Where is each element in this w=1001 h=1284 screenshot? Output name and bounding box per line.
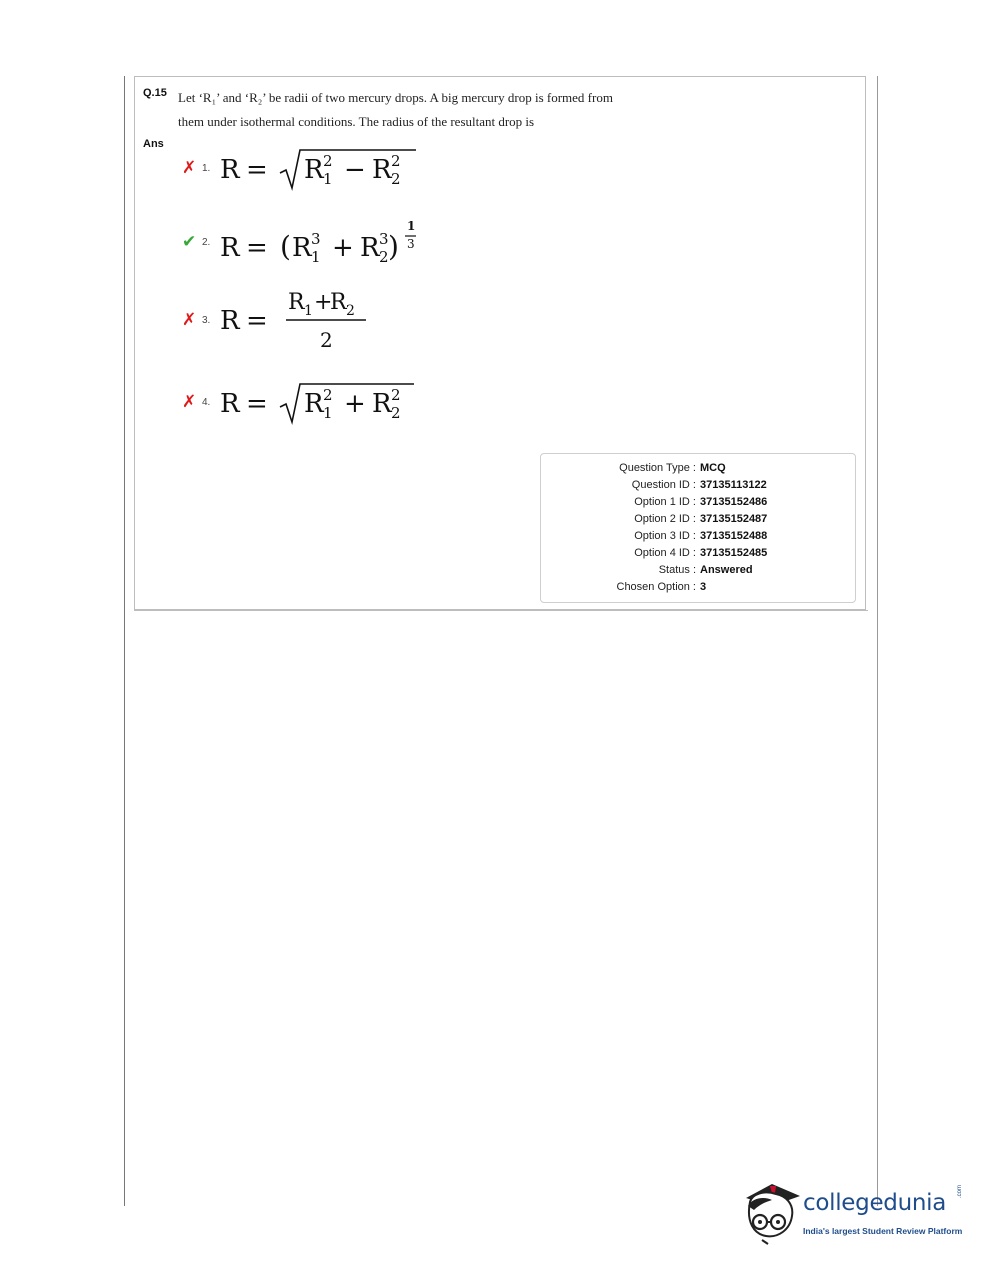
info-row-option-3-id	[540, 528, 856, 545]
formula-symbol: +	[314, 290, 333, 315]
info-row-option-1-id	[540, 494, 856, 511]
formula-symbol: 1	[323, 404, 333, 422]
info-key: Status :	[658, 564, 696, 576]
option-number: 4.	[202, 396, 211, 408]
info-value: 37135152488	[700, 530, 768, 542]
formula-symbol: =	[246, 155, 269, 185]
formula-symbol: 1	[407, 219, 416, 233]
page-right-border	[877, 76, 878, 1206]
info-key: Option 4 ID :	[634, 547, 696, 559]
formula-symbol: +	[344, 389, 367, 419]
answer-label: Ans	[143, 138, 164, 150]
formula-symbol: =	[246, 306, 269, 336]
info-key: Option 1 ID :	[634, 496, 696, 508]
formula-symbol: R	[220, 389, 240, 419]
formula-symbol: 2	[391, 404, 401, 422]
option-3	[182, 288, 390, 352]
info-key: Option 3 ID :	[634, 530, 696, 542]
info-value: 3	[700, 581, 707, 593]
wrong-mark-icon: ✗	[182, 309, 197, 330]
info-key: Question ID :	[631, 479, 696, 491]
formula-symbol: 3	[407, 237, 415, 251]
formula-symbol: 1	[311, 248, 321, 266]
question-text-line-2: them under isothermal conditions. The radius of the resultant drop is	[178, 114, 535, 129]
brand-domain: .com	[957, 1184, 963, 1198]
formula-symbol: (	[280, 230, 292, 263]
option-3-formula	[220, 287, 390, 353]
collegedunia-logo	[742, 1176, 972, 1248]
option-2-formula	[220, 212, 430, 272]
formula-symbol: 1	[304, 303, 314, 319]
formula-symbol: R	[292, 233, 312, 263]
info-row-question-type	[540, 460, 856, 477]
formula-symbol: 2	[323, 152, 333, 170]
question-text-line-1: Let ‘R₁’ and ‘R₂’ be radii of two mercury drops. A big mercury drop is formed from	[178, 90, 613, 105]
wrong-mark-icon: ✗	[182, 391, 197, 412]
formula-symbol: R	[288, 290, 305, 315]
formula-symbol: R	[372, 155, 392, 185]
brand-name: collegedunia	[803, 1190, 947, 1216]
formula-symbol: =	[246, 233, 269, 263]
info-row-question-id	[540, 477, 856, 494]
option-number: 1.	[202, 162, 211, 174]
info-row-option-2-id	[540, 511, 856, 528]
formula-symbol: R	[372, 389, 392, 419]
info-key: Option 2 ID :	[634, 513, 696, 525]
formula-symbol: 1	[323, 170, 333, 188]
formula-symbol: R	[304, 389, 324, 419]
page-left-border	[124, 76, 125, 1206]
formula-symbol: −	[344, 155, 367, 185]
formula-symbol: +	[332, 233, 355, 263]
formula-symbol: 3	[379, 230, 389, 248]
option-4	[182, 372, 420, 432]
formula-symbol: R	[220, 233, 240, 263]
formula-symbol: 2	[379, 248, 389, 266]
formula-symbol: R	[330, 290, 347, 315]
check-mark-icon: ✔	[182, 231, 197, 252]
formula-symbol: R	[220, 306, 240, 336]
info-key: Question Type :	[619, 462, 696, 474]
wrong-mark-icon: ✗	[182, 157, 197, 178]
question-number: Q.15	[143, 87, 167, 99]
formula-symbol: 2	[391, 170, 401, 188]
brand-tagline: India's largest Student Review Platform	[803, 1226, 963, 1236]
formula-symbol: =	[246, 389, 269, 419]
info-value: 37135113122	[700, 479, 767, 491]
option-number: 2.	[202, 236, 211, 248]
info-row-chosen-option	[540, 579, 856, 596]
option-4-formula	[220, 374, 420, 430]
formula-symbol: 2	[346, 303, 356, 319]
panel-divider	[134, 610, 868, 611]
question-text	[178, 86, 698, 134]
option-number: 3.	[202, 314, 211, 326]
option-2	[182, 212, 430, 272]
info-value: MCQ	[700, 462, 726, 474]
formula-symbol: R	[360, 233, 380, 263]
formula-symbol: 2	[391, 152, 401, 170]
info-key: Chosen Option :	[616, 581, 696, 593]
info-value: 37135152486	[700, 496, 768, 508]
formula-symbol: )	[388, 230, 400, 263]
mascot-icon	[742, 1176, 802, 1248]
info-row-status	[540, 562, 856, 579]
formula-symbol: R	[304, 155, 324, 185]
info-row-option-4-id	[540, 545, 856, 562]
option-1	[182, 138, 420, 198]
formula-symbol: 2	[323, 386, 333, 404]
formula-symbol: R	[220, 155, 240, 185]
formula-symbol: 2	[320, 328, 334, 352]
info-value: Answered	[700, 564, 753, 576]
option-1-formula	[220, 140, 420, 196]
formula-symbol: 2	[391, 386, 401, 404]
info-value: 37135152487	[700, 513, 768, 525]
info-value: 37135152485	[700, 547, 768, 559]
formula-symbol: 3	[311, 230, 321, 248]
